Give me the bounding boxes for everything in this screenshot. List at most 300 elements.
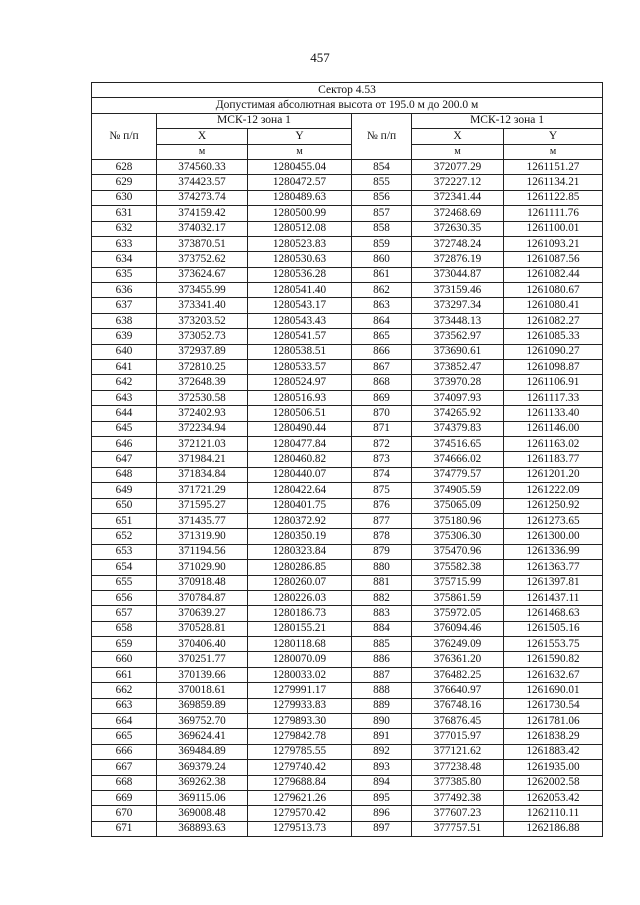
x-right-cell: 377492.38 xyxy=(412,790,504,805)
table-row xyxy=(92,190,603,205)
num-left-cell: 646 xyxy=(92,436,157,451)
x-right-cell: 372468.69 xyxy=(412,206,504,221)
table-row xyxy=(92,698,603,713)
table-row xyxy=(92,375,603,390)
x-left-cell: 372648.39 xyxy=(157,375,248,390)
x-left-cell: 371319.90 xyxy=(157,529,248,544)
num-left-cell: 670 xyxy=(92,806,157,821)
num-left-cell: 637 xyxy=(92,298,157,313)
y-left-cell: 1280070.09 xyxy=(248,652,352,667)
table-row xyxy=(92,729,603,744)
y-left-cell: 1280260.07 xyxy=(248,575,352,590)
x-left-cell: 370639.27 xyxy=(157,606,248,621)
y-left-cell: 1280541.40 xyxy=(248,283,352,298)
x-left-cell: 374560.33 xyxy=(157,159,248,174)
num-left-cell: 642 xyxy=(92,375,157,390)
num-right-cell: 885 xyxy=(352,637,412,652)
x-right-cell: 374666.02 xyxy=(412,452,504,467)
num-left-cell: 651 xyxy=(92,513,157,528)
num-left-cell: 659 xyxy=(92,637,157,652)
num-right-cell: 882 xyxy=(352,590,412,605)
x-left-cell: 369752.70 xyxy=(157,714,248,729)
num-right-cell: 883 xyxy=(352,606,412,621)
y-left-cell: 1279893.30 xyxy=(248,714,352,729)
num-left-cell: 638 xyxy=(92,313,157,328)
num-right-cell: 887 xyxy=(352,667,412,682)
num-right-cell: 857 xyxy=(352,206,412,221)
y-left-cell: 1280538.51 xyxy=(248,344,352,359)
x-left-cell: 371595.27 xyxy=(157,498,248,513)
x-right-cell: 372876.19 xyxy=(412,252,504,267)
x-right-cell: 377385.80 xyxy=(412,775,504,790)
num-right-cell: 880 xyxy=(352,560,412,575)
x-left-cell: 370139.66 xyxy=(157,667,248,682)
system-header-left: МСК-12 зона 1 xyxy=(157,113,352,128)
num-right-cell: 863 xyxy=(352,298,412,313)
y-right-cell: 1261093.21 xyxy=(504,236,603,251)
table-row xyxy=(92,744,603,759)
num-left-cell: 643 xyxy=(92,390,157,405)
y-right-cell: 1261505.16 xyxy=(504,621,603,636)
x-left-cell: 374423.57 xyxy=(157,175,248,190)
x-right-cell: 372227.12 xyxy=(412,175,504,190)
y-right-cell: 1261730.54 xyxy=(504,698,603,713)
x-left-cell: 374159.42 xyxy=(157,206,248,221)
num-left-cell: 657 xyxy=(92,606,157,621)
y-left-cell: 1279933.83 xyxy=(248,698,352,713)
num-left-cell: 663 xyxy=(92,698,157,713)
table-row xyxy=(92,360,603,375)
x-right-cell: 374097.93 xyxy=(412,390,504,405)
y-right-cell: 1261468.63 xyxy=(504,606,603,621)
x-left-cell: 371029.90 xyxy=(157,560,248,575)
y-left-cell: 1280350.19 xyxy=(248,529,352,544)
y-left-cell: 1280186.73 xyxy=(248,606,352,621)
num-right-cell: 879 xyxy=(352,544,412,559)
y-left-cell: 1280372.92 xyxy=(248,513,352,528)
y-right-cell: 1261935.00 xyxy=(504,760,603,775)
num-right-cell: 861 xyxy=(352,267,412,282)
num-right-cell: 862 xyxy=(352,283,412,298)
y-left-cell: 1279570.42 xyxy=(248,806,352,821)
y-left-cell: 1280500.99 xyxy=(248,206,352,221)
y-right-cell: 1261106.91 xyxy=(504,375,603,390)
y-right-cell: 1261085.33 xyxy=(504,329,603,344)
num-right-cell: 889 xyxy=(352,698,412,713)
num-right-cell: 892 xyxy=(352,744,412,759)
x-left-cell: 373341.40 xyxy=(157,298,248,313)
x-left-cell: 373052.73 xyxy=(157,329,248,344)
x-left-cell: 369859.89 xyxy=(157,698,248,713)
num-right-cell: 866 xyxy=(352,344,412,359)
table-row xyxy=(92,206,603,221)
num-right-cell: 855 xyxy=(352,175,412,190)
x-right-cell: 375180.96 xyxy=(412,513,504,528)
table-row xyxy=(92,637,603,652)
y-right-cell: 1261222.09 xyxy=(504,483,603,498)
y-right-cell: 1262002.58 xyxy=(504,775,603,790)
num-left-cell: 628 xyxy=(92,159,157,174)
num-right-cell: 897 xyxy=(352,821,412,836)
table-row xyxy=(92,344,603,359)
y-left-cell: 1279688.84 xyxy=(248,775,352,790)
num-left-cell: 656 xyxy=(92,590,157,605)
x-left-cell: 373203.52 xyxy=(157,313,248,328)
y-left-cell: 1279513.73 xyxy=(248,821,352,836)
num-left-cell: 671 xyxy=(92,821,157,836)
y-right-cell: 1261080.41 xyxy=(504,298,603,313)
x-left-cell: 374273.74 xyxy=(157,190,248,205)
x-left-cell: 371721.29 xyxy=(157,483,248,498)
y-left-cell: 1280523.83 xyxy=(248,236,352,251)
y-left-cell: 1280489.63 xyxy=(248,190,352,205)
num-left-cell: 639 xyxy=(92,329,157,344)
y-right-cell: 1261781.06 xyxy=(504,714,603,729)
num-right-cell: 876 xyxy=(352,498,412,513)
table-row xyxy=(92,544,603,559)
x-left-cell: 370018.61 xyxy=(157,683,248,698)
x-right-cell: 374779.57 xyxy=(412,467,504,482)
y-left-cell: 1280286.85 xyxy=(248,560,352,575)
y-left-cell: 1280477.84 xyxy=(248,436,352,451)
num-left-cell: 645 xyxy=(92,421,157,436)
x-left-cell: 374032.17 xyxy=(157,221,248,236)
y-right-cell: 1262110.11 xyxy=(504,806,603,821)
num-right-cell: 854 xyxy=(352,159,412,174)
x-right-cell: 375582.38 xyxy=(412,560,504,575)
header-row-system xyxy=(92,113,603,128)
x-right-cell: 372341.44 xyxy=(412,190,504,205)
y-right-cell: 1261183.77 xyxy=(504,452,603,467)
num-left-cell: 630 xyxy=(92,190,157,205)
num-left-cell: 654 xyxy=(92,560,157,575)
num-left-cell: 652 xyxy=(92,529,157,544)
num-right-cell: 867 xyxy=(352,360,412,375)
y-right-cell: 1261133.40 xyxy=(504,406,603,421)
x-right-cell: 376748.16 xyxy=(412,698,504,713)
y-header-left: Y xyxy=(248,129,352,144)
y-right-cell: 1261632.67 xyxy=(504,667,603,682)
x-left-cell: 371984.21 xyxy=(157,452,248,467)
num-right-cell: 871 xyxy=(352,421,412,436)
y-left-cell: 1280033.02 xyxy=(248,667,352,682)
num-left-cell: 634 xyxy=(92,252,157,267)
table-row xyxy=(92,529,603,544)
x-left-cell: 370251.77 xyxy=(157,652,248,667)
num-left-cell: 631 xyxy=(92,206,157,221)
y-right-cell: 1261111.76 xyxy=(504,206,603,221)
table-row xyxy=(92,513,603,528)
y-left-cell: 1280533.57 xyxy=(248,360,352,375)
x-left-cell: 370406.40 xyxy=(157,637,248,652)
num-right-cell: 869 xyxy=(352,390,412,405)
y-right-cell: 1261201.20 xyxy=(504,467,603,482)
x-right-cell: 377238.48 xyxy=(412,760,504,775)
x-left-cell: 369624.41 xyxy=(157,729,248,744)
num-left-cell: 632 xyxy=(92,221,157,236)
num-left-cell: 647 xyxy=(92,452,157,467)
y-left-cell: 1280516.93 xyxy=(248,390,352,405)
x-left-cell: 369379.24 xyxy=(157,760,248,775)
x-right-cell: 375306.30 xyxy=(412,529,504,544)
num-right-cell: 875 xyxy=(352,483,412,498)
x-right-cell: 377121.62 xyxy=(412,744,504,759)
x-right-cell: 373562.97 xyxy=(412,329,504,344)
table-row xyxy=(92,298,603,313)
num-right-cell: 868 xyxy=(352,375,412,390)
y-right-cell: 1261163.02 xyxy=(504,436,603,451)
y-right-cell: 1262186.88 xyxy=(504,821,603,836)
x-left-cell: 372402.93 xyxy=(157,406,248,421)
table-row xyxy=(92,606,603,621)
x-right-cell: 374516.65 xyxy=(412,436,504,451)
y-right-cell: 1261300.00 xyxy=(504,529,603,544)
x-right-cell: 376876.45 xyxy=(412,714,504,729)
x-right-cell: 373297.34 xyxy=(412,298,504,313)
num-right-cell: 896 xyxy=(352,806,412,821)
y-right-cell: 1261080.67 xyxy=(504,283,603,298)
y-left-cell: 1279842.78 xyxy=(248,729,352,744)
num-left-cell: 640 xyxy=(92,344,157,359)
system-header-right: МСК-12 зона 1 xyxy=(412,113,603,128)
table-row xyxy=(92,483,603,498)
y-left-cell: 1280472.57 xyxy=(248,175,352,190)
y-right-cell: 1261134.21 xyxy=(504,175,603,190)
x-right-cell: 376482.25 xyxy=(412,667,504,682)
y-left-cell: 1280323.84 xyxy=(248,544,352,559)
x-left-cell: 369008.48 xyxy=(157,806,248,821)
num-right-cell: 856 xyxy=(352,190,412,205)
x-right-cell: 376361.20 xyxy=(412,652,504,667)
num-left-cell: 660 xyxy=(92,652,157,667)
height-range-row xyxy=(92,98,603,113)
y-right-cell: 1262053.42 xyxy=(504,790,603,805)
table-row xyxy=(92,498,603,513)
y-left-cell: 1280524.97 xyxy=(248,375,352,390)
num-right-cell: 894 xyxy=(352,775,412,790)
num-left-cell: 635 xyxy=(92,267,157,282)
y-header-right: Y xyxy=(504,129,603,144)
num-right-cell: 859 xyxy=(352,236,412,251)
y-right-cell: 1261250.92 xyxy=(504,498,603,513)
num-left-cell: 667 xyxy=(92,760,157,775)
y-left-cell: 1280530.63 xyxy=(248,252,352,267)
x-left-cell: 372810.25 xyxy=(157,360,248,375)
y-left-cell: 1279785.55 xyxy=(248,744,352,759)
x-right-cell: 372077.29 xyxy=(412,159,504,174)
table-row xyxy=(92,683,603,698)
sector-title-row xyxy=(92,83,603,98)
y-left-cell: 1280455.04 xyxy=(248,159,352,174)
coordinates-table xyxy=(91,82,603,837)
num-right-cell: 895 xyxy=(352,790,412,805)
x-right-cell: 377607.23 xyxy=(412,806,504,821)
x-right-cell: 374379.83 xyxy=(412,421,504,436)
x-right-cell: 372748.24 xyxy=(412,236,504,251)
x-left-cell: 371435.77 xyxy=(157,513,248,528)
table-row xyxy=(92,329,603,344)
table-row xyxy=(92,436,603,451)
table-row xyxy=(92,421,603,436)
table-row xyxy=(92,267,603,282)
table-row xyxy=(92,760,603,775)
x-right-cell: 373690.61 xyxy=(412,344,504,359)
y-right-cell: 1261336.99 xyxy=(504,544,603,559)
height-range: Допустимая абсолютная высота от 195.0 м до 200.0 м xyxy=(92,98,603,113)
x-right-cell: 376640.97 xyxy=(412,683,504,698)
y-left-cell: 1280541.57 xyxy=(248,329,352,344)
y-left-cell: 1280536.28 xyxy=(248,267,352,282)
y-left-cell: 1279991.17 xyxy=(248,683,352,698)
table-row xyxy=(92,775,603,790)
table-row xyxy=(92,667,603,682)
header-row-units xyxy=(92,144,603,159)
num-right-cell: 884 xyxy=(352,621,412,636)
num-right-cell: 874 xyxy=(352,467,412,482)
y-left-cell: 1280543.43 xyxy=(248,313,352,328)
x-right-cell: 373044.87 xyxy=(412,267,504,282)
num-right-cell: 864 xyxy=(352,313,412,328)
x-right-cell: 375861.59 xyxy=(412,590,504,605)
y-right-cell: 1261273.65 xyxy=(504,513,603,528)
unit-x-left: м xyxy=(157,144,248,159)
table-row xyxy=(92,390,603,405)
num-right-cell: 865 xyxy=(352,329,412,344)
num-left-cell: 649 xyxy=(92,483,157,498)
x-right-cell: 377757.51 xyxy=(412,821,504,836)
unit-x-right: м xyxy=(412,144,504,159)
num-left-cell: 668 xyxy=(92,775,157,790)
x-right-cell: 376249.09 xyxy=(412,637,504,652)
table-row xyxy=(92,159,603,174)
y-right-cell: 1261098.87 xyxy=(504,360,603,375)
y-right-cell: 1261883.42 xyxy=(504,744,603,759)
x-left-cell: 370528.81 xyxy=(157,621,248,636)
num-left-cell: 633 xyxy=(92,236,157,251)
x-right-cell: 372630.35 xyxy=(412,221,504,236)
x-right-cell: 373970.28 xyxy=(412,375,504,390)
x-right-cell: 373159.46 xyxy=(412,283,504,298)
num-right-cell: 891 xyxy=(352,729,412,744)
num-left-cell: 664 xyxy=(92,714,157,729)
x-left-cell: 370918.48 xyxy=(157,575,248,590)
num-right-cell: 886 xyxy=(352,652,412,667)
y-left-cell: 1280460.82 xyxy=(248,452,352,467)
num-left-cell: 644 xyxy=(92,406,157,421)
table-row xyxy=(92,175,603,190)
table-row xyxy=(92,283,603,298)
table-row xyxy=(92,452,603,467)
y-right-cell: 1261437.11 xyxy=(504,590,603,605)
y-right-cell: 1261082.27 xyxy=(504,313,603,328)
y-left-cell: 1280506.51 xyxy=(248,406,352,421)
table-row xyxy=(92,790,603,805)
x-right-cell: 373852.47 xyxy=(412,360,504,375)
table-body xyxy=(92,159,603,836)
x-left-cell: 372937.89 xyxy=(157,344,248,359)
num-left-cell: 636 xyxy=(92,283,157,298)
y-left-cell: 1280401.75 xyxy=(248,498,352,513)
y-right-cell: 1261087.56 xyxy=(504,252,603,267)
y-left-cell: 1280440.07 xyxy=(248,467,352,482)
num-left-cell: 662 xyxy=(92,683,157,698)
num-right-cell: 893 xyxy=(352,760,412,775)
unit-y-left: м xyxy=(248,144,352,159)
num-left-cell: 661 xyxy=(92,667,157,682)
x-left-cell: 373752.62 xyxy=(157,252,248,267)
x-right-cell: 376094.46 xyxy=(412,621,504,636)
table-row xyxy=(92,714,603,729)
x-left-cell: 371194.56 xyxy=(157,544,248,559)
page-number: 457 xyxy=(310,50,330,65)
y-right-cell: 1261397.81 xyxy=(504,575,603,590)
table-row xyxy=(92,252,603,267)
num-right-cell: 860 xyxy=(352,252,412,267)
x-left-cell: 372121.03 xyxy=(157,436,248,451)
y-right-cell: 1261100.01 xyxy=(504,221,603,236)
num-right-cell: 873 xyxy=(352,452,412,467)
y-right-cell: 1261690.01 xyxy=(504,683,603,698)
y-left-cell: 1280543.17 xyxy=(248,298,352,313)
y-right-cell: 1261590.82 xyxy=(504,652,603,667)
x-left-cell: 372530.58 xyxy=(157,390,248,405)
num-left-cell: 658 xyxy=(92,621,157,636)
x-left-cell: 369484.89 xyxy=(157,744,248,759)
num-header-right: № п/п xyxy=(352,113,412,159)
y-left-cell: 1280422.64 xyxy=(248,483,352,498)
x-right-cell: 375972.05 xyxy=(412,606,504,621)
num-left-cell: 650 xyxy=(92,498,157,513)
num-left-cell: 648 xyxy=(92,467,157,482)
num-right-cell: 881 xyxy=(352,575,412,590)
y-right-cell: 1261122.85 xyxy=(504,190,603,205)
y-right-cell: 1261553.75 xyxy=(504,637,603,652)
y-right-cell: 1261090.27 xyxy=(504,344,603,359)
table-row xyxy=(92,236,603,251)
y-left-cell: 1280490.44 xyxy=(248,421,352,436)
x-right-cell: 377015.97 xyxy=(412,729,504,744)
y-left-cell: 1279740.42 xyxy=(248,760,352,775)
num-right-cell: 888 xyxy=(352,683,412,698)
x-right-cell: 374265.92 xyxy=(412,406,504,421)
x-left-cell: 371834.84 xyxy=(157,467,248,482)
table-row xyxy=(92,467,603,482)
y-right-cell: 1261838.29 xyxy=(504,729,603,744)
table-row xyxy=(92,313,603,328)
num-right-cell: 878 xyxy=(352,529,412,544)
unit-y-right: м xyxy=(504,144,603,159)
x-right-cell: 375065.09 xyxy=(412,498,504,513)
y-right-cell: 1261151.27 xyxy=(504,159,603,174)
x-left-cell: 370784.87 xyxy=(157,590,248,605)
table-row xyxy=(92,821,603,836)
num-right-cell: 870 xyxy=(352,406,412,421)
y-left-cell: 1280155.21 xyxy=(248,621,352,636)
table-row xyxy=(92,652,603,667)
table-row xyxy=(92,221,603,236)
num-left-cell: 669 xyxy=(92,790,157,805)
table-row xyxy=(92,806,603,821)
x-left-cell: 368893.63 xyxy=(157,821,248,836)
num-right-cell: 872 xyxy=(352,436,412,451)
y-left-cell: 1280226.03 xyxy=(248,590,352,605)
y-right-cell: 1261117.33 xyxy=(504,390,603,405)
x-header-right: X xyxy=(412,129,504,144)
x-left-cell: 373870.51 xyxy=(157,236,248,251)
num-right-cell: 858 xyxy=(352,221,412,236)
num-left-cell: 629 xyxy=(92,175,157,190)
y-right-cell: 1261146.00 xyxy=(504,421,603,436)
